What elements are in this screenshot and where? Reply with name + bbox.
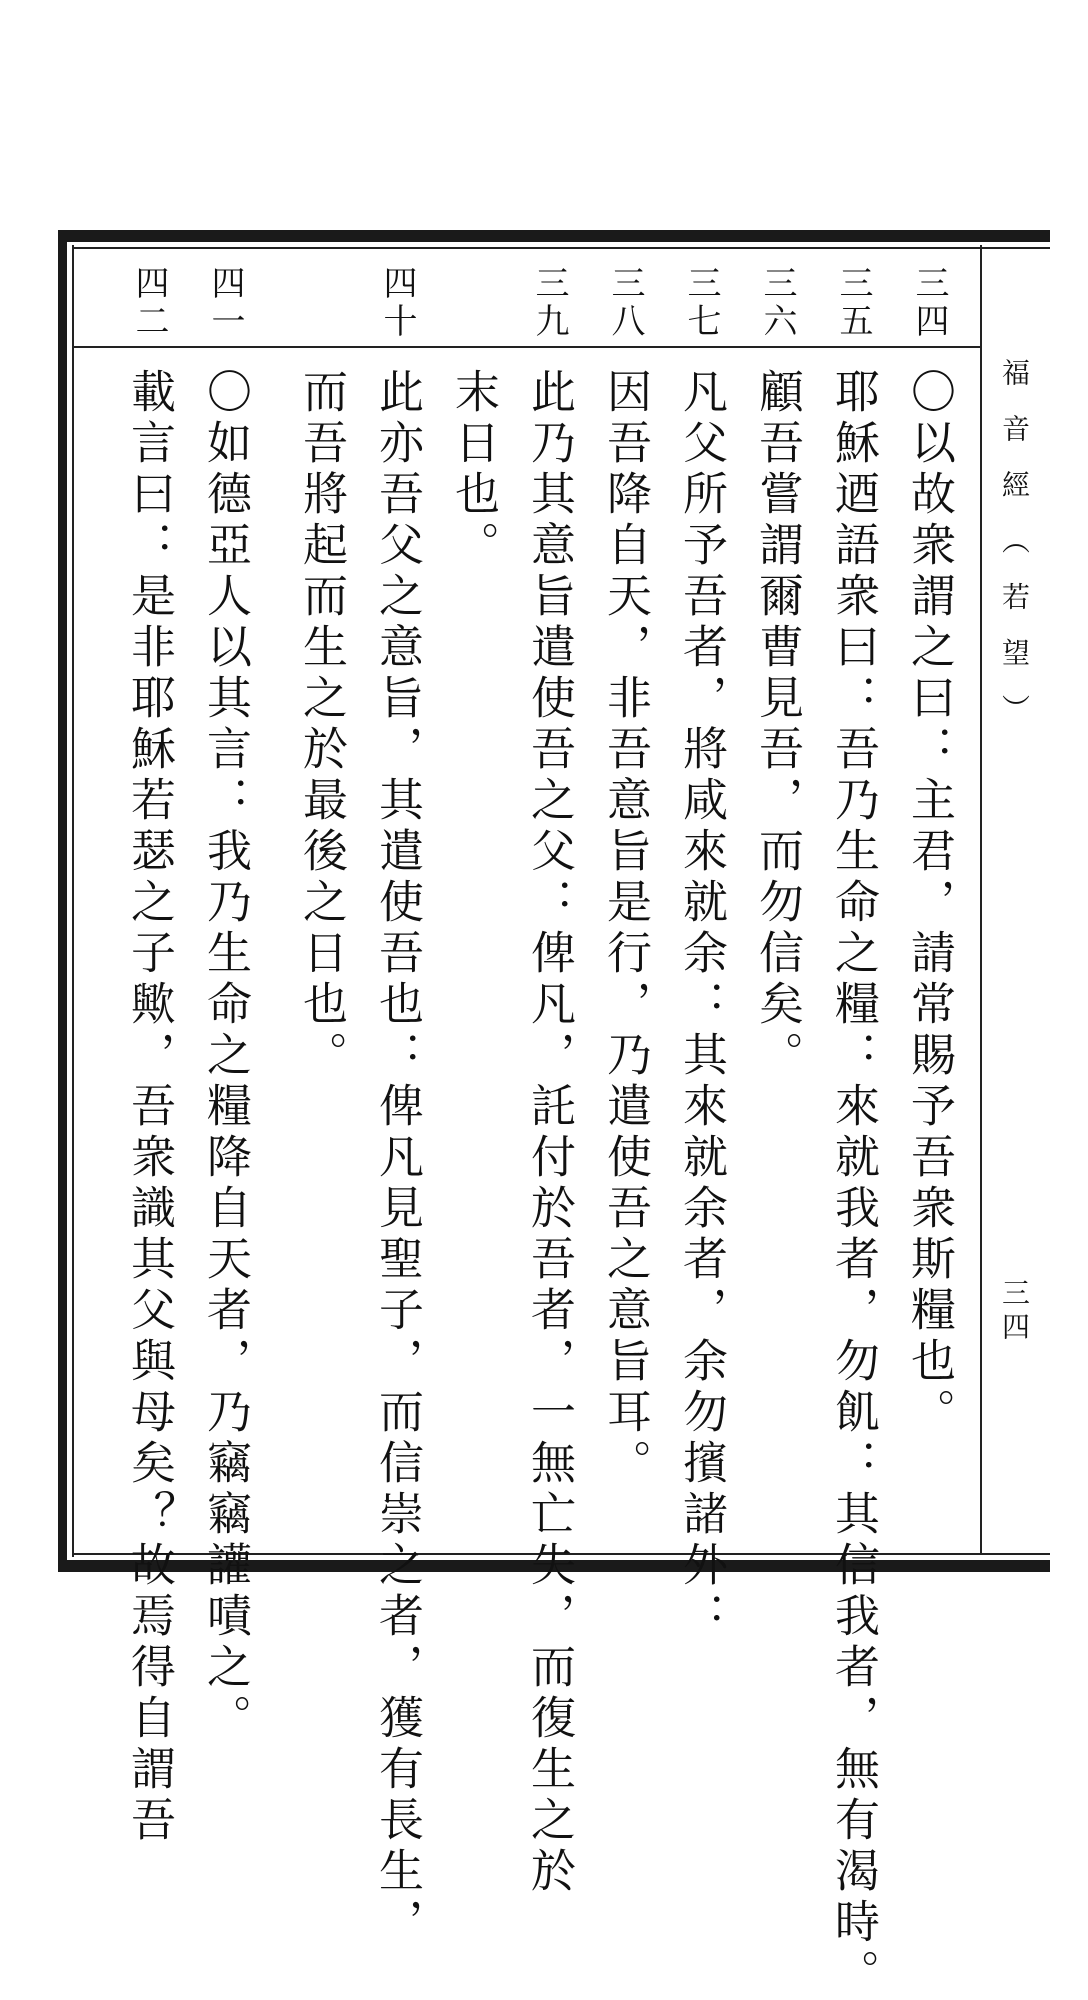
verse-number-rule <box>74 346 980 348</box>
verse-number-36: 三六 <box>757 265 797 341</box>
verse-text-37: 凡父所予吾者，將咸來就余：其來就余者，余勿擯諸外： <box>675 368 728 1643</box>
frame-top-rule <box>58 230 1050 242</box>
verse-text-39-continuation: 末日也。 <box>447 368 500 572</box>
verse-text-36: 顧吾嘗謂爾曹見吾，而勿信矣。 <box>751 368 804 1082</box>
verse-number-34: 三四 <box>909 265 949 341</box>
verse-text-40-continuation: 而吾將起而生之於最後之日也。 <box>295 368 348 1082</box>
verse-text-42: 載言曰：是非耶穌若瑟之子歟，吾衆識其父與母矣？故焉得自謂吾 <box>123 368 176 1847</box>
running-title: 福音經（若望） <box>998 358 1031 750</box>
verse-text-41: 〇如德亞人以其言：我乃生命之糧降自天者，乃竊竊讙嘖之。 <box>199 368 252 1745</box>
page-number: 三四 <box>998 1278 1031 1346</box>
verse-number-39: 三九 <box>529 265 569 341</box>
frame-left-rule <box>58 230 67 1572</box>
frame-top-thin-rule <box>72 247 1050 249</box>
verse-number-40: 四十 <box>377 265 417 341</box>
verse-number-41: 四一 <box>205 265 245 341</box>
verse-text-38: 因吾降自天，非吾意旨是行，乃遣使吾之意旨耳。 <box>599 368 652 1490</box>
verse-text-39: 此乃其意旨遣使吾之父：俾凡，託付於吾者，一無亡失，而復生之於 <box>523 368 576 1898</box>
frame-left-thin-rule <box>72 245 74 1557</box>
verse-number-37: 三七 <box>681 265 721 341</box>
verse-text-40: 此亦吾父之意旨，其遣使吾也：俾凡見聖子，而信崇之者，獲有長生， <box>371 368 424 1949</box>
verse-text-34: 〇以故衆謂之曰：主君，請常賜予吾衆斯糧也。 <box>903 368 956 1439</box>
verse-number-35: 三五 <box>833 265 873 341</box>
verse-number-42: 四二 <box>129 265 169 341</box>
frame-right-rule <box>980 245 982 1555</box>
verse-number-38: 三八 <box>605 265 645 341</box>
verse-text-35: 耶穌迺語衆曰：吾乃生命之糧：來就我者，勿飢：其信我者，無有渴時。 <box>827 368 880 2000</box>
